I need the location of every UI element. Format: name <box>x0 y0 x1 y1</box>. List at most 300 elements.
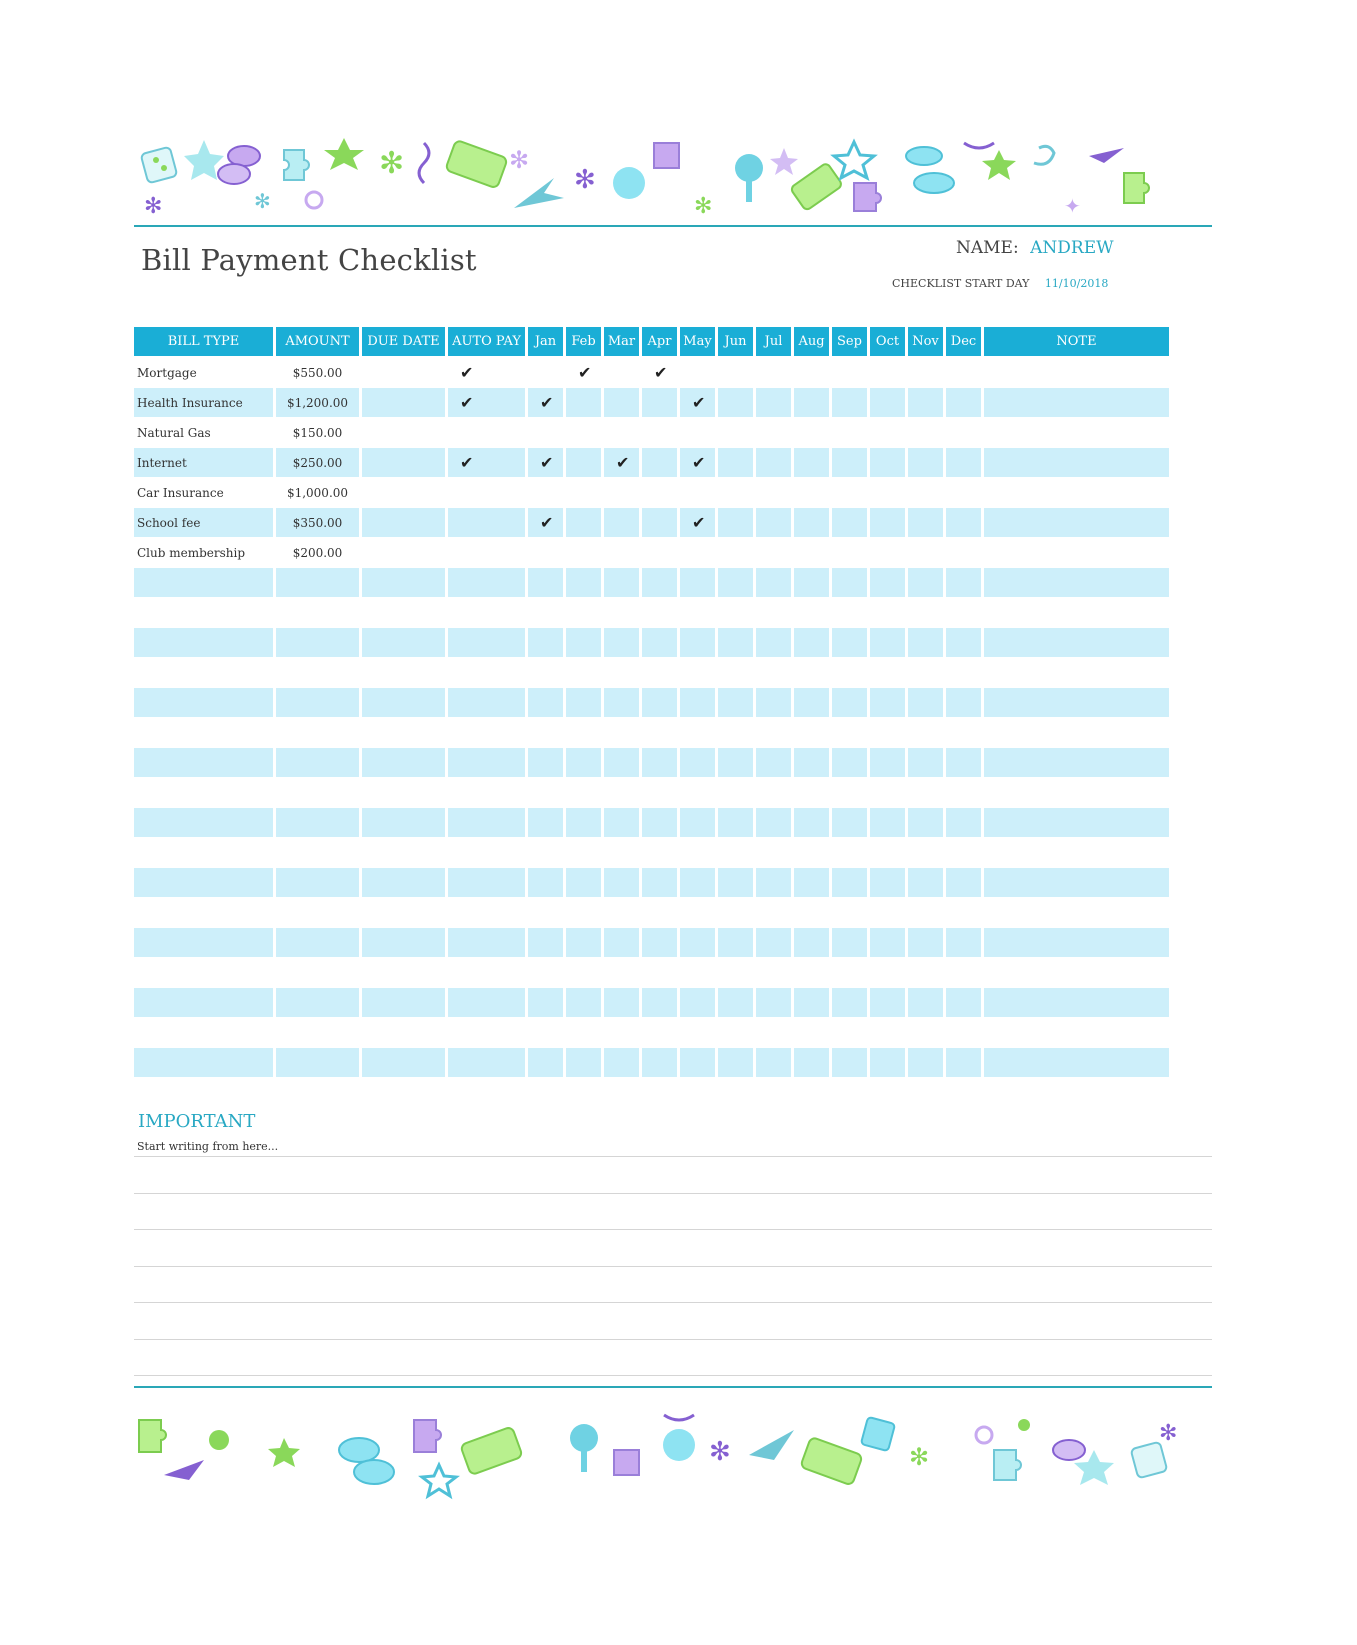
month-cell-feb[interactable] <box>566 987 601 1017</box>
month-cell-jan[interactable]: ✔ <box>528 447 563 477</box>
month-cell-nov[interactable] <box>908 597 943 627</box>
month-cell-mar[interactable]: ✔ <box>604 447 639 477</box>
month-cell-aug[interactable] <box>794 897 829 927</box>
month-cell-jun[interactable] <box>718 417 753 447</box>
month-cell-oct[interactable] <box>870 447 905 477</box>
month-cell-jun[interactable] <box>718 777 753 807</box>
amount-cell[interactable]: $1,200.00 <box>276 387 359 417</box>
due-date-cell[interactable] <box>362 747 445 777</box>
due-date-cell[interactable] <box>362 837 445 867</box>
month-cell-may[interactable] <box>680 837 715 867</box>
month-cell-nov[interactable] <box>908 927 943 957</box>
month-cell-jun[interactable] <box>718 537 753 567</box>
month-cell-oct[interactable] <box>870 627 905 657</box>
month-cell-apr[interactable] <box>642 627 677 657</box>
month-cell-nov[interactable] <box>908 357 943 387</box>
month-cell-jun[interactable] <box>718 687 753 717</box>
month-cell-sep[interactable] <box>832 897 867 927</box>
month-cell-sep[interactable] <box>832 687 867 717</box>
month-cell-jun[interactable] <box>718 747 753 777</box>
note-cell[interactable] <box>984 777 1169 807</box>
month-cell-mar[interactable] <box>604 1017 639 1047</box>
auto-pay-cell[interactable]: ✔ <box>448 357 525 387</box>
month-cell-apr[interactable] <box>642 1017 677 1047</box>
note-cell[interactable] <box>984 567 1169 597</box>
month-cell-jun[interactable] <box>718 807 753 837</box>
month-cell-nov[interactable] <box>908 867 943 897</box>
month-cell-dec[interactable] <box>946 1017 981 1047</box>
month-cell-may[interactable] <box>680 1047 715 1077</box>
month-cell-mar[interactable] <box>604 987 639 1017</box>
note-cell[interactable] <box>984 477 1169 507</box>
month-cell-may[interactable] <box>680 1017 715 1047</box>
month-cell-oct[interactable] <box>870 957 905 987</box>
month-cell-jul[interactable] <box>756 957 791 987</box>
due-date-cell[interactable] <box>362 657 445 687</box>
amount-cell[interactable]: $150.00 <box>276 417 359 447</box>
due-date-cell[interactable] <box>362 1047 445 1077</box>
month-cell-jun[interactable] <box>718 897 753 927</box>
note-cell[interactable] <box>984 747 1169 777</box>
month-cell-jul[interactable] <box>756 807 791 837</box>
month-cell-sep[interactable] <box>832 507 867 537</box>
month-cell-nov[interactable] <box>908 507 943 537</box>
amount-cell[interactable] <box>276 1017 359 1047</box>
amount-cell[interactable] <box>276 1047 359 1077</box>
month-cell-nov[interactable] <box>908 447 943 477</box>
month-cell-oct[interactable] <box>870 927 905 957</box>
amount-cell[interactable]: $550.00 <box>276 357 359 387</box>
month-cell-jan[interactable] <box>528 957 563 987</box>
amount-cell[interactable]: $200.00 <box>276 537 359 567</box>
month-cell-apr[interactable] <box>642 417 677 447</box>
month-cell-mar[interactable] <box>604 357 639 387</box>
amount-cell[interactable] <box>276 597 359 627</box>
month-cell-aug[interactable] <box>794 747 829 777</box>
month-cell-may[interactable] <box>680 927 715 957</box>
month-cell-dec[interactable] <box>946 897 981 927</box>
month-cell-sep[interactable] <box>832 957 867 987</box>
month-cell-aug[interactable] <box>794 867 829 897</box>
month-cell-mar[interactable] <box>604 417 639 447</box>
due-date-cell[interactable] <box>362 357 445 387</box>
month-cell-jul[interactable] <box>756 507 791 537</box>
month-cell-may[interactable]: ✔ <box>680 447 715 477</box>
month-cell-jun[interactable] <box>718 987 753 1017</box>
bill-type-cell[interactable] <box>134 657 273 687</box>
month-cell-oct[interactable] <box>870 597 905 627</box>
month-cell-jun[interactable] <box>718 597 753 627</box>
month-cell-may[interactable] <box>680 417 715 447</box>
month-cell-mar[interactable] <box>604 957 639 987</box>
month-cell-aug[interactable] <box>794 927 829 957</box>
month-cell-apr[interactable] <box>642 597 677 627</box>
month-cell-jun[interactable] <box>718 627 753 657</box>
auto-pay-cell[interactable] <box>448 717 525 747</box>
month-cell-dec[interactable] <box>946 957 981 987</box>
month-cell-apr[interactable] <box>642 687 677 717</box>
month-cell-dec[interactable] <box>946 357 981 387</box>
month-cell-oct[interactable] <box>870 417 905 447</box>
month-cell-jun[interactable] <box>718 357 753 387</box>
month-cell-jan[interactable] <box>528 537 563 567</box>
amount-cell[interactable] <box>276 657 359 687</box>
due-date-cell[interactable] <box>362 627 445 657</box>
note-cell[interactable] <box>984 687 1169 717</box>
month-cell-oct[interactable] <box>870 837 905 867</box>
month-cell-jan[interactable] <box>528 1047 563 1077</box>
note-cell[interactable] <box>984 507 1169 537</box>
month-cell-apr[interactable] <box>642 537 677 567</box>
amount-cell[interactable] <box>276 897 359 927</box>
bill-type-cell[interactable] <box>134 777 273 807</box>
month-cell-nov[interactable] <box>908 657 943 687</box>
month-cell-mar[interactable] <box>604 807 639 837</box>
month-cell-jan[interactable] <box>528 687 563 717</box>
bill-type-cell[interactable] <box>134 807 273 837</box>
month-cell-jul[interactable] <box>756 1047 791 1077</box>
month-cell-jul[interactable] <box>756 657 791 687</box>
auto-pay-cell[interactable] <box>448 777 525 807</box>
amount-cell[interactable]: $1,000.00 <box>276 477 359 507</box>
month-cell-nov[interactable] <box>908 717 943 747</box>
note-line[interactable] <box>134 1229 1212 1230</box>
auto-pay-cell[interactable] <box>448 1017 525 1047</box>
month-cell-aug[interactable] <box>794 447 829 477</box>
month-cell-dec[interactable] <box>946 417 981 447</box>
month-cell-nov[interactable] <box>908 477 943 507</box>
month-cell-sep[interactable] <box>832 387 867 417</box>
auto-pay-cell[interactable] <box>448 627 525 657</box>
auto-pay-cell[interactable] <box>448 657 525 687</box>
month-cell-oct[interactable] <box>870 807 905 837</box>
month-cell-aug[interactable] <box>794 717 829 747</box>
month-cell-may[interactable] <box>680 747 715 777</box>
month-cell-mar[interactable] <box>604 657 639 687</box>
month-cell-may[interactable] <box>680 687 715 717</box>
month-cell-aug[interactable] <box>794 627 829 657</box>
note-cell[interactable] <box>984 837 1169 867</box>
month-cell-may[interactable]: ✔ <box>680 387 715 417</box>
month-cell-jan[interactable] <box>528 867 563 897</box>
due-date-cell[interactable] <box>362 687 445 717</box>
month-cell-dec[interactable] <box>946 597 981 627</box>
amount-cell[interactable] <box>276 567 359 597</box>
month-cell-jan[interactable] <box>528 357 563 387</box>
amount-cell[interactable]: $350.00 <box>276 507 359 537</box>
month-cell-jan[interactable] <box>528 657 563 687</box>
auto-pay-cell[interactable] <box>448 747 525 777</box>
bill-type-cell[interactable]: Internet <box>134 447 273 477</box>
month-cell-jan[interactable] <box>528 417 563 447</box>
month-cell-nov[interactable] <box>908 807 943 837</box>
month-cell-jan[interactable] <box>528 567 563 597</box>
month-cell-nov[interactable] <box>908 687 943 717</box>
month-cell-nov[interactable] <box>908 417 943 447</box>
bill-type-cell[interactable]: Health Insurance <box>134 387 273 417</box>
auto-pay-cell[interactable] <box>448 417 525 447</box>
month-cell-may[interactable] <box>680 537 715 567</box>
month-cell-sep[interactable] <box>832 837 867 867</box>
month-cell-feb[interactable] <box>566 657 601 687</box>
month-cell-apr[interactable] <box>642 837 677 867</box>
month-cell-nov[interactable] <box>908 897 943 927</box>
month-cell-jan[interactable] <box>528 717 563 747</box>
note-cell[interactable] <box>984 807 1169 837</box>
bill-type-cell[interactable] <box>134 567 273 597</box>
month-cell-oct[interactable] <box>870 897 905 927</box>
month-cell-jul[interactable] <box>756 897 791 927</box>
month-cell-nov[interactable] <box>908 987 943 1017</box>
month-cell-mar[interactable] <box>604 867 639 897</box>
note-cell[interactable] <box>984 387 1169 417</box>
month-cell-apr[interactable] <box>642 927 677 957</box>
bill-type-cell[interactable] <box>134 1017 273 1047</box>
month-cell-may[interactable] <box>680 567 715 597</box>
month-cell-mar[interactable] <box>604 687 639 717</box>
month-cell-aug[interactable] <box>794 657 829 687</box>
bill-type-cell[interactable] <box>134 927 273 957</box>
month-cell-jul[interactable] <box>756 987 791 1017</box>
month-cell-jan[interactable] <box>528 1017 563 1047</box>
month-cell-jun[interactable] <box>718 867 753 897</box>
month-cell-apr[interactable] <box>642 507 677 537</box>
month-cell-dec[interactable] <box>946 507 981 537</box>
month-cell-apr[interactable] <box>642 987 677 1017</box>
note-cell[interactable] <box>984 627 1169 657</box>
month-cell-jul[interactable] <box>756 747 791 777</box>
month-cell-jun[interactable] <box>718 837 753 867</box>
month-cell-jul[interactable] <box>756 537 791 567</box>
month-cell-may[interactable] <box>680 657 715 687</box>
month-cell-feb[interactable] <box>566 477 601 507</box>
auto-pay-cell[interactable] <box>448 897 525 927</box>
month-cell-jan[interactable] <box>528 477 563 507</box>
month-cell-sep[interactable] <box>832 417 867 447</box>
month-cell-oct[interactable] <box>870 717 905 747</box>
month-cell-jun[interactable] <box>718 507 753 537</box>
month-cell-mar[interactable] <box>604 387 639 417</box>
month-cell-dec[interactable] <box>946 657 981 687</box>
auto-pay-cell[interactable] <box>448 477 525 507</box>
month-cell-aug[interactable] <box>794 1017 829 1047</box>
due-date-cell[interactable] <box>362 957 445 987</box>
month-cell-aug[interactable] <box>794 687 829 717</box>
month-cell-aug[interactable] <box>794 507 829 537</box>
month-cell-jun[interactable] <box>718 657 753 687</box>
auto-pay-cell[interactable] <box>448 507 525 537</box>
month-cell-dec[interactable] <box>946 987 981 1017</box>
month-cell-nov[interactable] <box>908 627 943 657</box>
month-cell-dec[interactable] <box>946 717 981 747</box>
month-cell-oct[interactable] <box>870 567 905 597</box>
note-cell[interactable] <box>984 867 1169 897</box>
auto-pay-cell[interactable] <box>448 837 525 867</box>
month-cell-mar[interactable] <box>604 717 639 747</box>
start-day-value[interactable]: 11/10/2018 <box>1044 277 1109 290</box>
month-cell-jan[interactable] <box>528 987 563 1017</box>
bill-type-cell[interactable]: Car Insurance <box>134 477 273 507</box>
month-cell-apr[interactable] <box>642 957 677 987</box>
month-cell-nov[interactable] <box>908 387 943 417</box>
month-cell-may[interactable] <box>680 627 715 657</box>
month-cell-jul[interactable] <box>756 777 791 807</box>
amount-cell[interactable] <box>276 747 359 777</box>
auto-pay-cell[interactable] <box>448 537 525 567</box>
month-cell-may[interactable] <box>680 777 715 807</box>
auto-pay-cell[interactable] <box>448 867 525 897</box>
note-cell[interactable] <box>984 927 1169 957</box>
month-cell-feb[interactable] <box>566 747 601 777</box>
month-cell-apr[interactable] <box>642 447 677 477</box>
note-cell[interactable] <box>984 357 1169 387</box>
month-cell-feb[interactable] <box>566 897 601 927</box>
amount-cell[interactable] <box>276 687 359 717</box>
note-cell[interactable] <box>984 717 1169 747</box>
month-cell-aug[interactable] <box>794 837 829 867</box>
month-cell-oct[interactable] <box>870 987 905 1017</box>
bill-type-cell[interactable]: Club membership <box>134 537 273 567</box>
due-date-cell[interactable] <box>362 477 445 507</box>
auto-pay-cell[interactable] <box>448 957 525 987</box>
month-cell-aug[interactable] <box>794 477 829 507</box>
month-cell-feb[interactable] <box>566 387 601 417</box>
bill-type-cell[interactable] <box>134 627 273 657</box>
month-cell-jul[interactable] <box>756 837 791 867</box>
month-cell-sep[interactable] <box>832 1047 867 1077</box>
month-cell-sep[interactable] <box>832 537 867 567</box>
month-cell-feb[interactable] <box>566 717 601 747</box>
month-cell-dec[interactable] <box>946 807 981 837</box>
note-cell[interactable] <box>984 597 1169 627</box>
month-cell-feb[interactable] <box>566 1017 601 1047</box>
month-cell-mar[interactable] <box>604 927 639 957</box>
month-cell-dec[interactable] <box>946 927 981 957</box>
month-cell-dec[interactable] <box>946 747 981 777</box>
bill-type-cell[interactable] <box>134 687 273 717</box>
month-cell-jul[interactable] <box>756 387 791 417</box>
month-cell-nov[interactable] <box>908 957 943 987</box>
month-cell-jul[interactable] <box>756 567 791 597</box>
note-cell[interactable] <box>984 417 1169 447</box>
month-cell-dec[interactable] <box>946 447 981 477</box>
due-date-cell[interactable] <box>362 537 445 567</box>
month-cell-feb[interactable] <box>566 687 601 717</box>
month-cell-feb[interactable] <box>566 927 601 957</box>
month-cell-aug[interactable] <box>794 357 829 387</box>
month-cell-jan[interactable] <box>528 837 563 867</box>
month-cell-apr[interactable] <box>642 1047 677 1077</box>
month-cell-jan[interactable]: ✔ <box>528 387 563 417</box>
bill-type-cell[interactable]: Natural Gas <box>134 417 273 447</box>
month-cell-jun[interactable] <box>718 1017 753 1047</box>
amount-cell[interactable] <box>276 807 359 837</box>
month-cell-feb[interactable] <box>566 807 601 837</box>
month-cell-feb[interactable] <box>566 837 601 867</box>
month-cell-jun[interactable] <box>718 717 753 747</box>
month-cell-sep[interactable] <box>832 627 867 657</box>
due-date-cell[interactable] <box>362 507 445 537</box>
due-date-cell[interactable] <box>362 867 445 897</box>
month-cell-sep[interactable] <box>832 867 867 897</box>
month-cell-jan[interactable] <box>528 777 563 807</box>
month-cell-jun[interactable] <box>718 1047 753 1077</box>
bill-type-cell[interactable] <box>134 717 273 747</box>
auto-pay-cell[interactable] <box>448 597 525 627</box>
month-cell-oct[interactable] <box>870 657 905 687</box>
note-cell[interactable] <box>984 447 1169 477</box>
due-date-cell[interactable] <box>362 777 445 807</box>
month-cell-feb[interactable] <box>566 567 601 597</box>
month-cell-nov[interactable] <box>908 1017 943 1047</box>
month-cell-may[interactable] <box>680 987 715 1017</box>
due-date-cell[interactable] <box>362 597 445 627</box>
month-cell-nov[interactable] <box>908 1047 943 1077</box>
due-date-cell[interactable] <box>362 567 445 597</box>
month-cell-feb[interactable] <box>566 537 601 567</box>
bill-type-cell[interactable] <box>134 597 273 627</box>
auto-pay-cell[interactable] <box>448 687 525 717</box>
month-cell-jan[interactable] <box>528 627 563 657</box>
month-cell-aug[interactable] <box>794 537 829 567</box>
auto-pay-cell[interactable] <box>448 987 525 1017</box>
month-cell-may[interactable] <box>680 597 715 627</box>
month-cell-dec[interactable] <box>946 477 981 507</box>
month-cell-jul[interactable] <box>756 597 791 627</box>
month-cell-feb[interactable] <box>566 1047 601 1077</box>
month-cell-apr[interactable] <box>642 717 677 747</box>
month-cell-dec[interactable] <box>946 867 981 897</box>
month-cell-mar[interactable] <box>604 627 639 657</box>
amount-cell[interactable] <box>276 627 359 657</box>
due-date-cell[interactable] <box>362 1017 445 1047</box>
auto-pay-cell[interactable] <box>448 807 525 837</box>
month-cell-apr[interactable]: ✔ <box>642 357 677 387</box>
note-cell[interactable] <box>984 657 1169 687</box>
month-cell-nov[interactable] <box>908 777 943 807</box>
bill-type-cell[interactable] <box>134 957 273 987</box>
auto-pay-cell[interactable] <box>448 927 525 957</box>
month-cell-oct[interactable] <box>870 867 905 897</box>
month-cell-oct[interactable] <box>870 777 905 807</box>
important-placeholder[interactable]: Start writing from here... <box>137 1140 279 1153</box>
month-cell-jul[interactable] <box>756 477 791 507</box>
month-cell-jan[interactable] <box>528 897 563 927</box>
month-cell-nov[interactable] <box>908 567 943 597</box>
bill-type-cell[interactable] <box>134 1047 273 1077</box>
month-cell-may[interactable] <box>680 807 715 837</box>
month-cell-oct[interactable] <box>870 1017 905 1047</box>
month-cell-sep[interactable] <box>832 807 867 837</box>
month-cell-mar[interactable] <box>604 837 639 867</box>
month-cell-mar[interactable] <box>604 537 639 567</box>
month-cell-jan[interactable]: ✔ <box>528 507 563 537</box>
month-cell-may[interactable]: ✔ <box>680 507 715 537</box>
note-line[interactable] <box>134 1193 1212 1194</box>
amount-cell[interactable]: $250.00 <box>276 447 359 477</box>
month-cell-jul[interactable] <box>756 447 791 477</box>
month-cell-aug[interactable] <box>794 417 829 447</box>
amount-cell[interactable] <box>276 987 359 1017</box>
due-date-cell[interactable] <box>362 717 445 747</box>
month-cell-nov[interactable] <box>908 747 943 777</box>
month-cell-sep[interactable] <box>832 657 867 687</box>
month-cell-jun[interactable] <box>718 957 753 987</box>
month-cell-mar[interactable] <box>604 567 639 597</box>
month-cell-aug[interactable] <box>794 387 829 417</box>
month-cell-jul[interactable] <box>756 687 791 717</box>
due-date-cell[interactable] <box>362 417 445 447</box>
